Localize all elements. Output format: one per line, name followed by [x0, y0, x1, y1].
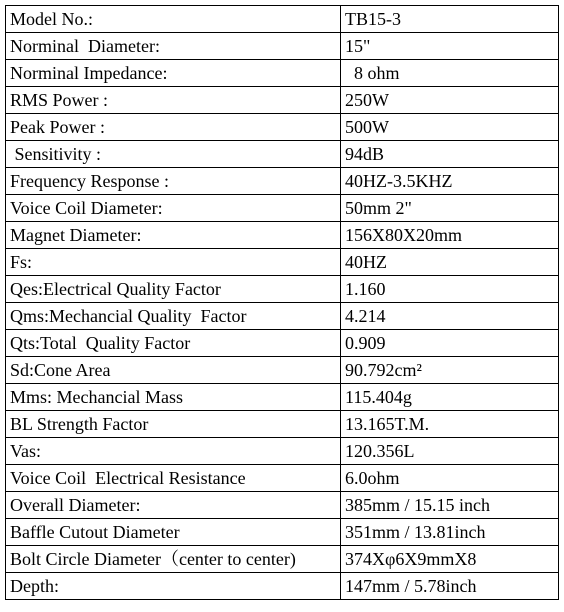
spec-value: 120.356L: [341, 438, 559, 465]
spec-label: Fs:: [6, 249, 341, 276]
spec-label: Qes:Electrical Quality Factor: [6, 276, 341, 303]
spec-value: 1.160: [341, 276, 559, 303]
spec-value: 50mm 2": [341, 195, 559, 222]
table-row: [6, 330, 559, 357]
table-row: [6, 87, 559, 114]
spec-label: Norminal Diameter:: [6, 33, 341, 60]
table-row: [6, 249, 559, 276]
spec-label: Qms:Mechancial Quality Factor: [6, 303, 341, 330]
table-row: [6, 195, 559, 222]
table-row: [6, 573, 559, 600]
spec-label: Overall Diameter:: [6, 492, 341, 519]
spec-value: 156X80X20mm: [341, 222, 559, 249]
table-row: [6, 357, 559, 384]
table-row: [6, 33, 559, 60]
spec-label: Peak Power :: [6, 114, 341, 141]
spec-label: Sd:Cone Area: [6, 357, 341, 384]
spec-value: 4.214: [341, 303, 559, 330]
spec-label: Model No.:: [6, 6, 341, 33]
table-row: [6, 60, 559, 87]
table-row: [6, 6, 559, 33]
spec-value: 147mm / 5.78inch: [341, 573, 559, 600]
spec-value: 40HZ: [341, 249, 559, 276]
spec-value: 500W: [341, 114, 559, 141]
table-row: [6, 465, 559, 492]
table-row: [6, 411, 559, 438]
spec-label: Sensitivity :: [6, 141, 341, 168]
spec-label: Bolt Circle Diameter（center to center): [6, 546, 341, 573]
table-row: [6, 114, 559, 141]
table-row: [6, 222, 559, 249]
spec-label: Magnet Diameter:: [6, 222, 341, 249]
spec-value: 15": [341, 33, 559, 60]
spec-value: 0.909: [341, 330, 559, 357]
spec-table-body: [6, 6, 559, 600]
spec-label: Depth:: [6, 573, 341, 600]
table-row: [6, 303, 559, 330]
table-row: [6, 438, 559, 465]
spec-value: 6.0ohm: [341, 465, 559, 492]
spec-label: Norminal Impedance:: [6, 60, 341, 87]
spec-label: Voice Coil Diameter:: [6, 195, 341, 222]
spec-label: Mms: Mechancial Mass: [6, 384, 341, 411]
spec-value: 250W: [341, 87, 559, 114]
spec-value: 13.165T.M.: [341, 411, 559, 438]
spec-label: Frequency Response :: [6, 168, 341, 195]
spec-label: Baffle Cutout Diameter: [6, 519, 341, 546]
table-row: [6, 519, 559, 546]
spec-value: 8 ohm: [341, 60, 559, 87]
spec-label: RMS Power :: [6, 87, 341, 114]
speaker-spec-table: [5, 5, 559, 600]
spec-label: BL Strength Factor: [6, 411, 341, 438]
spec-value: 374Xφ6X9mmX8: [341, 546, 559, 573]
spec-value: 40HZ-3.5KHZ: [341, 168, 559, 195]
table-row: [6, 546, 559, 573]
spec-value: TB15-3: [341, 6, 559, 33]
table-row: [6, 492, 559, 519]
spec-value: 90.792cm²: [341, 357, 559, 384]
table-row: [6, 384, 559, 411]
spec-label: Qts:Total Quality Factor: [6, 330, 341, 357]
spec-label: Vas:: [6, 438, 341, 465]
table-row: [6, 141, 559, 168]
spec-value: 94dB: [341, 141, 559, 168]
spec-label: Voice Coil Electrical Resistance: [6, 465, 341, 492]
table-row: [6, 276, 559, 303]
table-row: [6, 168, 559, 195]
spec-value: 115.404g: [341, 384, 559, 411]
spec-value: 385mm / 15.15 inch: [341, 492, 559, 519]
spec-value: 351mm / 13.81inch: [341, 519, 559, 546]
